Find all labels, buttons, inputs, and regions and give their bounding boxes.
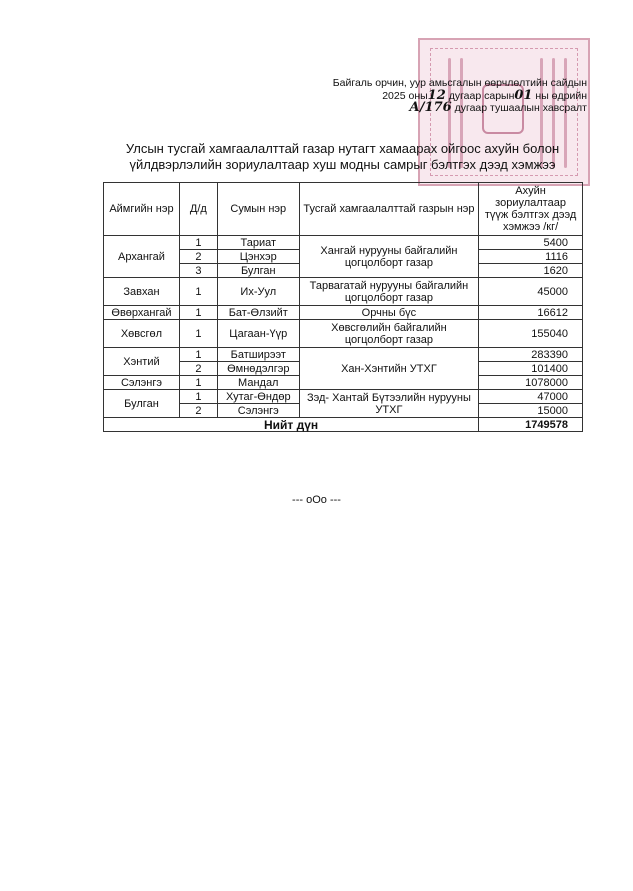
cell-aimag: Булган (104, 390, 180, 418)
cell-quota: 1078000 (479, 376, 583, 390)
table-total-row (104, 418, 583, 432)
cell-aimag: Хэнтий (104, 348, 180, 376)
cell-sum: Булган (217, 264, 299, 278)
cell-quota: 155040 (479, 320, 583, 348)
cell-aimag: Өвөрхангай (104, 306, 180, 320)
header-protected-area: Тусгай хамгаалалттай газрын нэр (299, 183, 478, 236)
cell-protected-area: Орчны бүс (299, 306, 478, 320)
cell-protected-area: Хөвсгөлийн байгалийн цогцолборт газар (299, 320, 478, 348)
table-row (104, 348, 583, 362)
title-line-1: Улсын тусгай хамгаалалттай газар нутагт хамаарах ойгоос ахуйн болон (125, 141, 560, 156)
approval-text: ны өдрийн (535, 89, 587, 102)
cell-quota: 47000 (479, 390, 583, 404)
approval-month: 12 (427, 87, 446, 103)
cell-aimag: Архангай (104, 236, 180, 278)
cell-number: 1 (179, 278, 217, 306)
cell-quota: 15000 (479, 404, 583, 418)
cell-sum: Цэнхэр (217, 250, 299, 264)
table-row (104, 306, 583, 320)
header-quota: Ахуйн зориулалтаар түүж бэлтгэх дээд хэмжээ /кг/ (479, 183, 583, 236)
cell-aimag: Сэлэнгэ (104, 376, 180, 390)
cell-protected-area: Хан-Хэнтийн УТХГ (299, 348, 478, 390)
approval-text: дугаар тушаалын хавсралт (454, 102, 587, 114)
cell-number: 2 (179, 250, 217, 264)
cell-quota: 16612 (479, 306, 583, 320)
header-number: Д/д (179, 183, 217, 236)
cell-number: 2 (179, 362, 217, 376)
end-mark: --- oOo --- (292, 494, 341, 506)
cell-aimag: Завхан (104, 278, 180, 306)
cell-sum: Өмнөдэлгэр (217, 362, 299, 376)
cell-sum: Мандал (217, 376, 299, 390)
table-row (104, 236, 583, 250)
cell-protected-area: Хангай нурууны байгалийн цогцолборт газар (299, 236, 478, 278)
table-row (104, 278, 583, 306)
cell-sum: Тариат (217, 236, 299, 250)
cell-sum: Батширээт (217, 348, 299, 362)
cell-quota: 5400 (479, 236, 583, 250)
quota-table (103, 182, 583, 432)
cell-number: 1 (179, 236, 217, 250)
total-label: Нийт дүн (104, 418, 479, 432)
table-row (104, 320, 583, 348)
approval-text: оны (408, 89, 428, 102)
approval-order-number: А/176 (409, 100, 452, 115)
cell-number: 1 (179, 390, 217, 404)
cell-quota: 45000 (479, 278, 583, 306)
cell-protected-area: Зэд- Хантай Бүтээлийн нурууны УТХГ (299, 390, 478, 418)
document-title (120, 141, 565, 173)
cell-sum: Их-Уул (217, 278, 299, 306)
header-aimag: Аймгийн нэр (104, 183, 180, 236)
table-header-row (104, 183, 583, 236)
cell-quota: 101400 (479, 362, 583, 376)
cell-quota: 1116 (479, 250, 583, 264)
cell-number: 1 (179, 376, 217, 390)
cell-sum: Бат-Өлзийт (217, 306, 299, 320)
cell-number: 1 (179, 306, 217, 320)
table-row (104, 390, 583, 404)
header-sum: Сумын нэр (217, 183, 299, 236)
cell-quota: 1620 (479, 264, 583, 278)
cell-sum: Сэлэнгэ (217, 404, 299, 418)
cell-sum: Хутаг-Өндөр (217, 390, 299, 404)
title-line-2: үйлдвэрлэлийн зориулалтаар хуш модны самрыг бэлтгэх дээд хэмжээ (129, 157, 556, 172)
approval-block (333, 77, 587, 115)
cell-aimag: Хөвсгөл (104, 320, 180, 348)
approval-year: 2025 (382, 89, 406, 102)
cell-number: 3 (179, 264, 217, 278)
approval-line-2 (333, 87, 587, 103)
total-value: 1749578 (479, 418, 583, 432)
cell-sum: Цагаан-Үүр (217, 320, 299, 348)
cell-number: 2 (179, 404, 217, 418)
approval-day: 01 (514, 87, 533, 103)
cell-quota: 283390 (479, 348, 583, 362)
approval-line-3 (333, 102, 587, 115)
cell-protected-area: Тарвагатай нурууны байгалийн цогцолборт газар (299, 278, 478, 306)
cell-number: 1 (179, 320, 217, 348)
approval-text: дугаар сарын (448, 89, 515, 102)
approval-line-1: Байгаль орчин, уур амьсгалын өөрчлөлтийн сайдын (332, 77, 587, 89)
cell-number: 1 (179, 348, 217, 362)
